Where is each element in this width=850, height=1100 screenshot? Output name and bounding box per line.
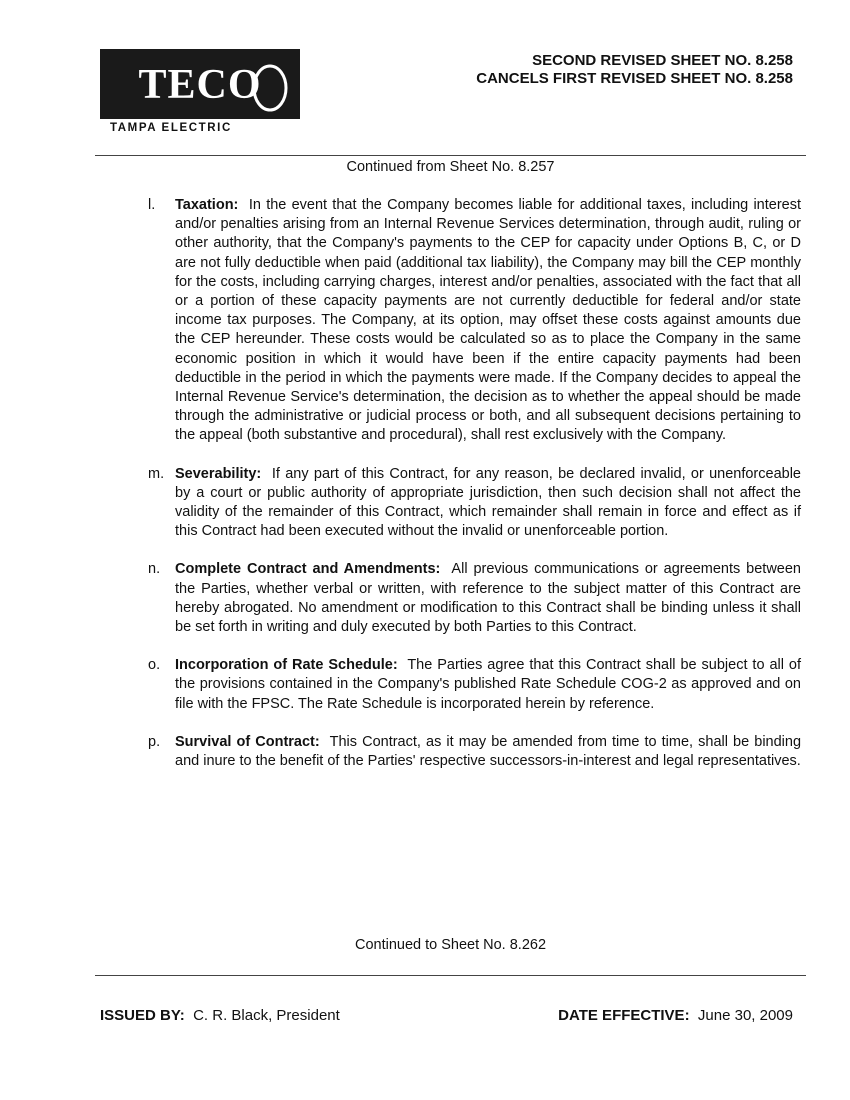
item-letter: m. (148, 465, 165, 482)
item-title: Complete Contract and Amendments: (175, 561, 441, 578)
item-text: In the event that the Company becomes liable for additional taxes, including interest and/or penalties arising from an Internal Revenue Services determination, through audit, ruling or other authority, that the Company's payments to the CEP for capacity under Options B, C, or D are not fully deductible when paid (additional tax liability), the Company may bill the CEP monthly for the costs, including carrying charges, interest and/or penalties, associated with the fact that all or a portion of these capacity payments are not currently deductible for federal and/or state income tax purposes. The Company, at its option, may offset these costs against amounts due the CEP hereunder. These costs would be calculated so as to place the Company in the same economic position in which it would have been if the entire capacity payments had been deductible in the period in which the payments were made. If the Company decides to appeal the Internal Revenue Service's determination, the decision as to whether the appeal should be made through the administrative or judicial process or both, and all subsequent decisions pertaining to the appeal (both substantive and procedural), shall rest exclusively with the Company. (175, 197, 801, 444)
top-divider (95, 155, 806, 156)
date-label: DATE EFFECTIVE: (558, 1007, 690, 1024)
item-title: Severability: (175, 465, 262, 482)
item-letter: l. (148, 197, 156, 213)
item-survival (148, 733, 801, 771)
item-title: Taxation: (175, 197, 239, 213)
bottom-divider (95, 975, 806, 976)
continued-from: Continued from Sheet No. 8.257 (346, 159, 555, 175)
contract-items (148, 196, 801, 790)
item-letter: o. (148, 657, 161, 674)
sheet-number: SECOND REVISED SHEET NO. 8.258 (532, 52, 793, 69)
item-letter: p. (148, 733, 161, 750)
sheet-header (476, 52, 793, 88)
issued-by (100, 1007, 340, 1024)
item-complete-contract (148, 560, 801, 637)
item-severability (148, 465, 801, 542)
item-title: Survival of Contract: (175, 733, 320, 750)
issued-label: ISSUED BY: (100, 1007, 185, 1024)
item-title: Incorporation of Rate Schedule: (175, 657, 398, 674)
date-effective (558, 1007, 793, 1024)
logo-word: TECO (138, 62, 262, 108)
item-text: All previous communications or agreements between the Parties, whether verbal or written, with reference to the subject matter of this Contract are hereby abrogated. No amendment or modification to this Contract shall be binding unless it shall be set forth in writing and duly executed by both Parties to this Contract. (175, 561, 801, 636)
item-text: If any part of this Contract, for any reason, be declared invalid, or unenforceable by a court or public authority of appropriate jurisdiction, then such decision shall not affect the validity of the remainder of this Contract, which remainder shall remain in force and effect as if this Contract had been executed without the invalid or unenforceable portion. (175, 465, 801, 540)
continued-to: Continued to Sheet No. 8.262 (354, 937, 547, 953)
item-text: This Contract, as it may be amended from time to time, shall be binding and inure to the benefit of the Parties' respective successors-in-interest and legal representatives. (175, 733, 802, 770)
logo-swoosh-icon (250, 63, 290, 113)
item-text: The Parties agree that this Contract shall be subject to all of the provisions contained in the Company's published Rate Schedule COG-2 as approved and on file with the FPSC. The Rate Schedule is incorporated herein by reference. (175, 657, 802, 712)
teco-logo (100, 49, 300, 119)
sheet-cancels: CANCELS FIRST REVISED SHEET NO. 8.258 (476, 70, 793, 87)
item-taxation (148, 196, 801, 446)
item-letter: n. (148, 561, 161, 578)
logo-subtitle: TAMPA ELECTRIC (110, 122, 232, 134)
issued-value: C. R. Black, President (193, 1007, 340, 1024)
item-rate-schedule (148, 656, 801, 714)
date-value: June 30, 2009 (697, 1007, 793, 1024)
